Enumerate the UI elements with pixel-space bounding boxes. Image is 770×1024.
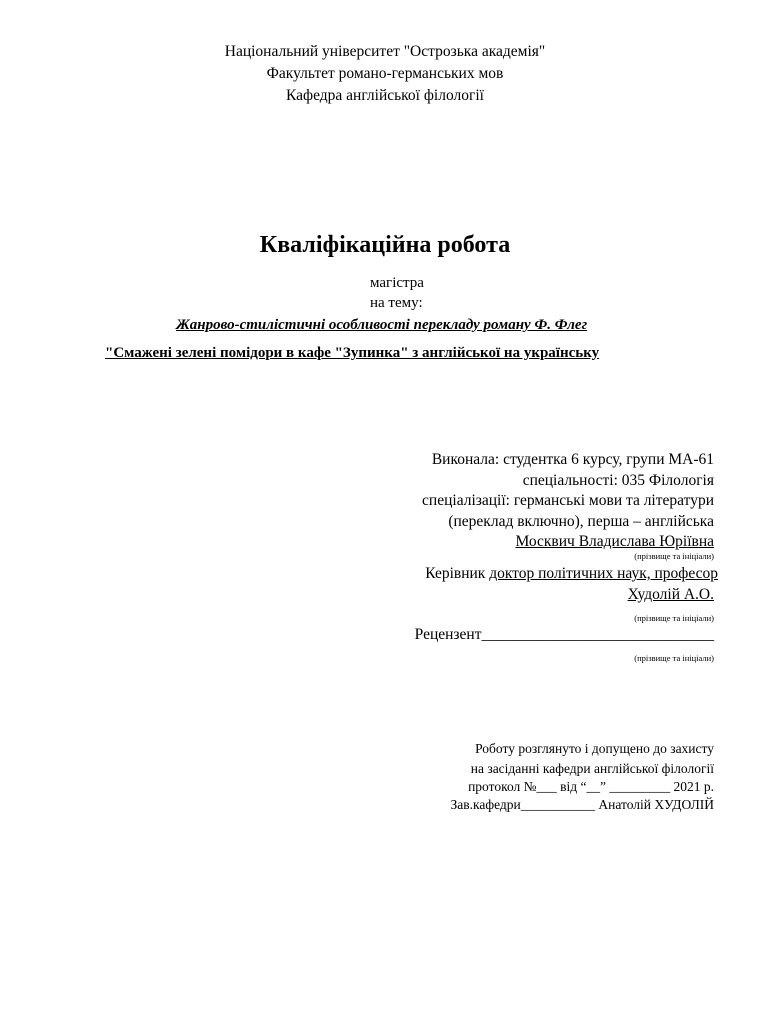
author-name: Москвич Владислава Юріївна — [515, 533, 714, 550]
approval-head-of-department: Зав.кафедри___________ Анатолій ХУДОЛІЙ — [450, 797, 714, 812]
supervisor-label: Керівник — [425, 565, 486, 582]
supervisor-name: Худолій А.О. — [627, 586, 714, 603]
department-name: Кафедра англійської філології — [286, 87, 484, 104]
author-name-caption: (прізвище та ініціали) — [634, 551, 714, 561]
author-specialization-cont: (переклад включно), перша – англійська — [448, 513, 714, 530]
document-title: Кваліфікаційна робота — [259, 232, 511, 258]
supervisor-title: доктор політичних наук, професор — [489, 565, 718, 582]
approval-protocol: протокол №___ від “__” _________ 2021 р. — [468, 779, 714, 794]
topic-intro: на тему: — [370, 295, 423, 311]
approval-line-2: на засіданні кафедри англійської філології — [470, 761, 714, 776]
topic-line-1: Жанрово-стилістичні особливості перекладу роману Ф. Флег — [176, 317, 588, 333]
approval-line-1: Роботу розглянуто і допущено до захисту — [475, 741, 714, 756]
degree-label: магістра — [370, 275, 424, 291]
supervisor-name-caption: (прізвище та ініціали) — [634, 613, 714, 623]
reviewer-line: Рецензент______________________________ — [414, 626, 714, 643]
author-specialization: спеціалізації: германські мови та літератури — [422, 492, 714, 509]
author-course: Виконала: студентка 6 курсу, групи МА-61 — [431, 451, 714, 468]
faculty-name: Факультет романо-германських мов — [266, 65, 504, 82]
supervisor-line — [425, 566, 718, 582]
topic-line-2: "Смажені зелені помідори в кафе "Зупинка" з англійської на українську — [105, 345, 600, 361]
reviewer-name-caption: (прізвище та ініціали) — [634, 653, 714, 663]
university-name: Національний університет "Острозька академія" — [224, 43, 546, 60]
author-specialty: спеціальності: 035 Філологія — [522, 472, 714, 489]
